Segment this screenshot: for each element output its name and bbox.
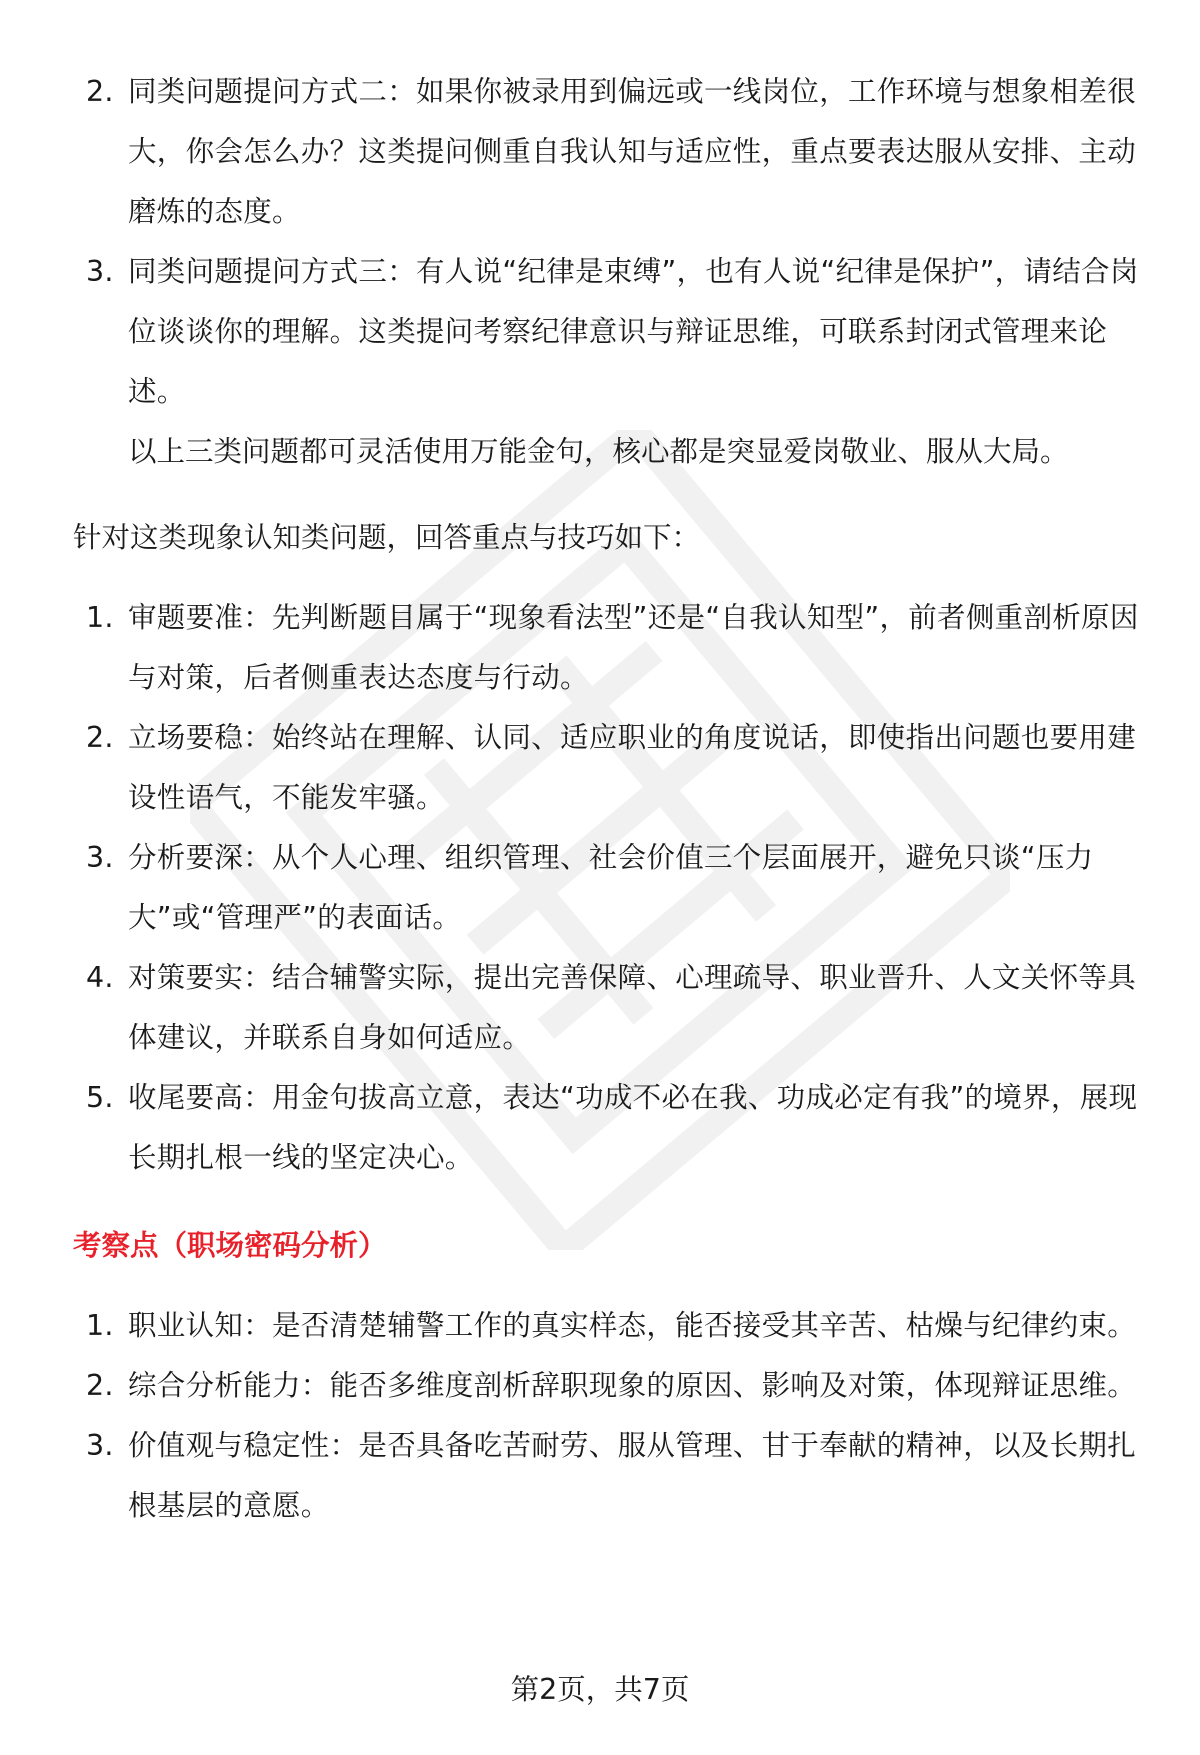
list-item [73, 1296, 1143, 1356]
list-text: 价值观与稳定性：是否具备吃苦耐劳、服从管理、甘于奉献的精神，以及长期扎根基层的意愿。 [128, 1429, 1137, 1522]
list-number: 1. [86, 601, 114, 634]
document-content [73, 62, 1143, 1536]
spacer [73, 568, 1143, 588]
list-number: 4. [86, 961, 114, 994]
tips-list [73, 588, 1143, 1188]
list-text: 同类问题提问方式三：有人说“纪律是束缚”，也有人说“纪律是保护”，请结合岗位谈谈你的理解。这类提问考察纪律意识与辩证思维，可联系封闭式管理来论述。 [128, 255, 1139, 408]
list-number: 2. [86, 1369, 114, 1402]
list-item [73, 588, 1143, 708]
exam-points-list [73, 1296, 1143, 1536]
list-text: 职业认知：是否清楚辅警工作的真实样态，能否接受其辛苦、枯燥与纪律约束。 [128, 1309, 1137, 1342]
list-number: 3. [86, 1429, 114, 1462]
list-text: 审题要准：先判断题目属于“现象看法型”还是“自我认知型”，前者侧重剖析原因与对策，后者侧重表达态度与行动。 [128, 601, 1139, 694]
list-item [73, 948, 1143, 1068]
list-item [73, 1416, 1143, 1536]
list-number: 3. [86, 841, 114, 874]
list-number: 2. [86, 721, 114, 754]
list-text: 对策要实：结合辅警实际，提出完善保障、心理疏导、职业晋升、人文关怀等具体建议，并联系自身如何适应。 [128, 961, 1137, 1054]
list-item [73, 1068, 1143, 1188]
list-number: 2. [86, 75, 114, 108]
list-text: 同类问题提问方式二：如果你被录用到偏远或一线岗位，工作环境与想象相差很大，你会怎么办？这类提问侧重自我认知与适应性，重点要表达服从安排、主动磨炼的态度。 [128, 75, 1137, 228]
list-item [73, 828, 1143, 948]
list-number: 3. [86, 255, 114, 288]
list-item [73, 62, 1143, 242]
list-item [73, 708, 1143, 828]
summary-note: 以上三类问题都可灵活使用万能金句，核心都是突显爱岗敬业、服从大局。 [128, 435, 1069, 468]
list-text: 综合分析能力：能否多维度剖析辞职现象的原因、影响及对策，体现辩证思维。 [128, 1369, 1137, 1402]
list-item [73, 242, 1143, 422]
list-text: 收尾要高：用金句拔高立意，表达“功成不必在我、功成必定有我”的境界，展现长期扎根一线的坚定决心。 [128, 1081, 1138, 1174]
list-item [73, 1356, 1143, 1416]
question-variants-list [73, 62, 1143, 422]
section-heading: 考察点（职场密码分析） [73, 1229, 387, 1262]
list-number: 1. [86, 1309, 114, 1342]
list-text: 立场要稳：始终站在理解、认同、适应职业的角度说话，即使指出问题也要用建设性语气，不能发牢骚。 [128, 721, 1137, 814]
page-number-footer: 第2页，共7页 [510, 1673, 690, 1706]
tips-intro: 针对这类现象认知类问题，回答重点与技巧如下： [73, 521, 701, 554]
list-number: 5. [86, 1081, 114, 1114]
list-text: 分析要深：从个人心理、组织管理、社会价值三个层面展开，避免只谈“压力大”或“管理严”的表面话。 [128, 841, 1094, 934]
spacer [73, 1276, 1143, 1296]
